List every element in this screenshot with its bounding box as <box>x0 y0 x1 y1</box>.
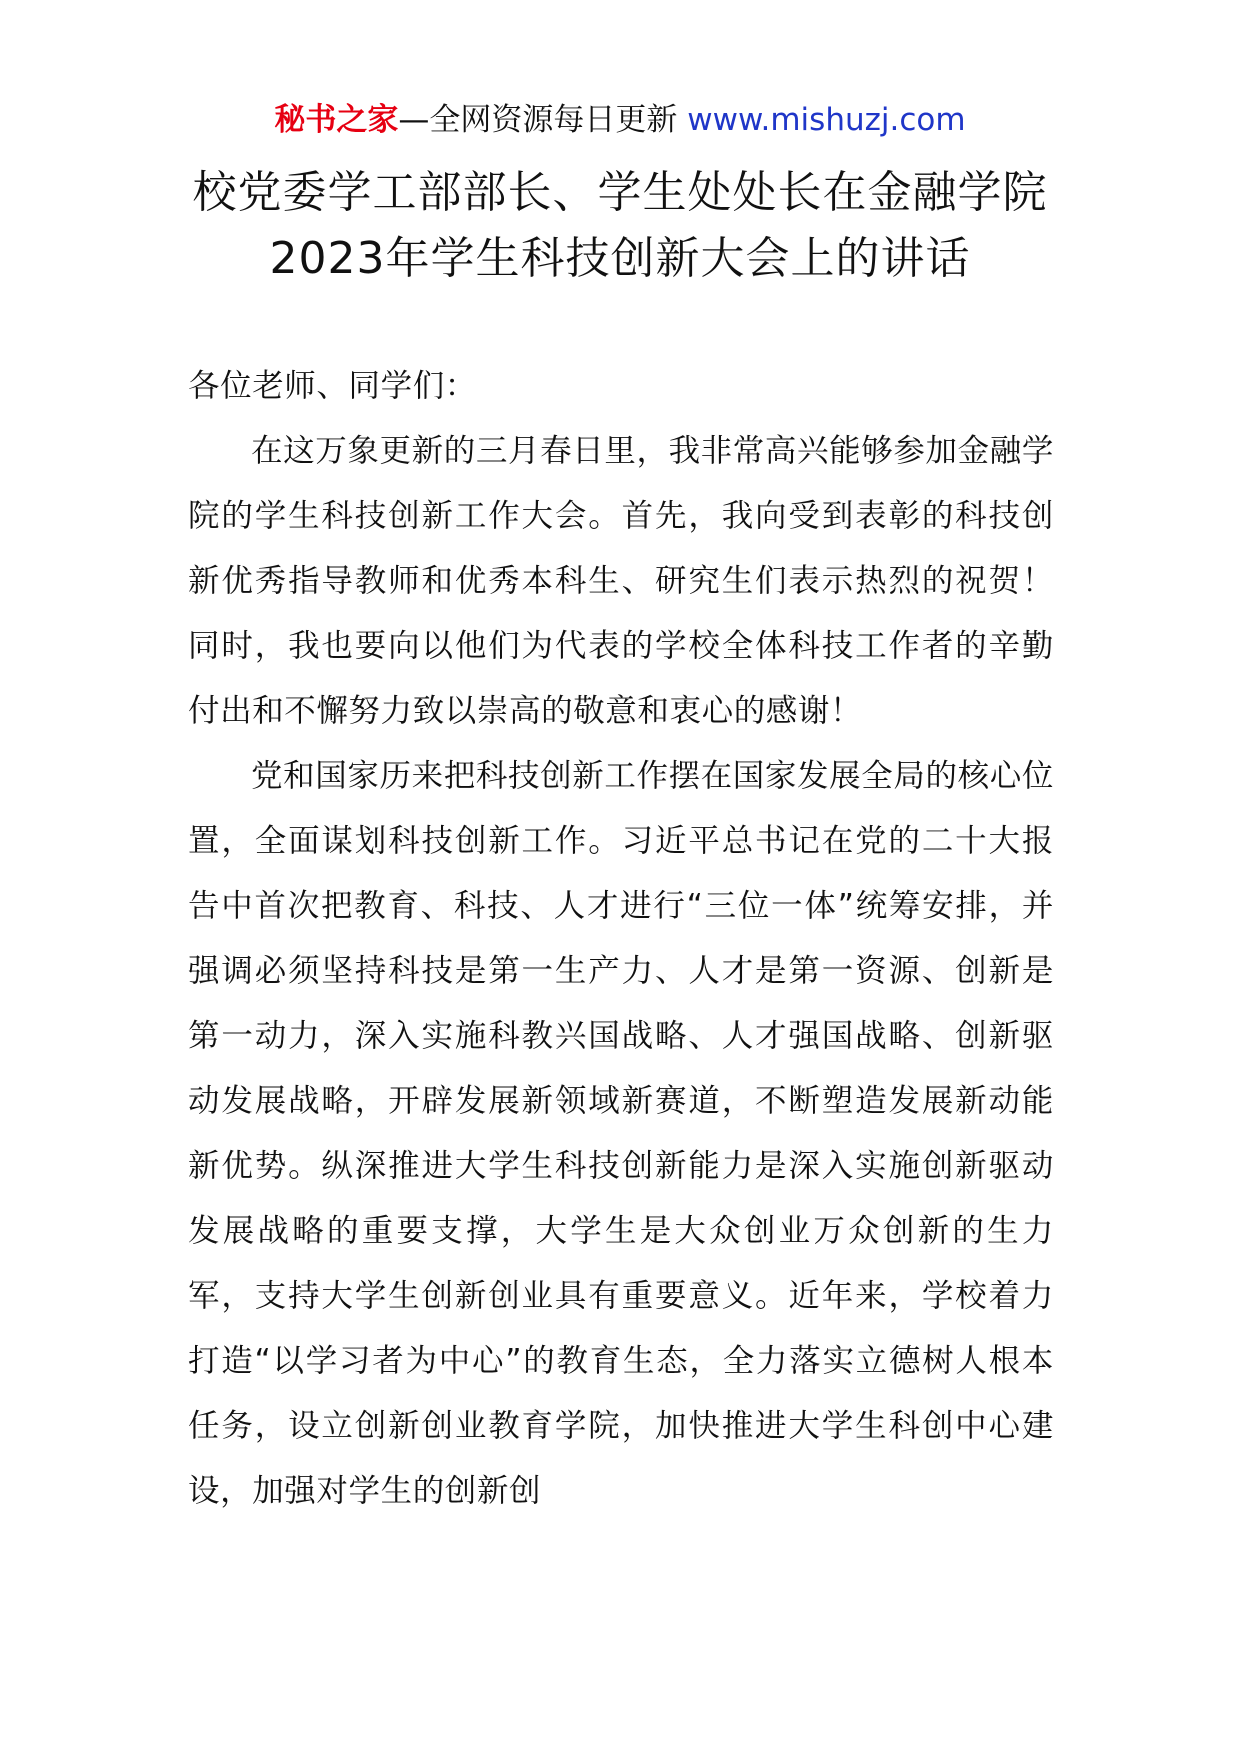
document-body <box>188 354 1054 1524</box>
document-title: 校党委学工部部长、学生处处长在金融学院2023年学生科技创新大会上的讲话 <box>192 167 1048 284</box>
watermark-header <box>0 100 1240 140</box>
header-tagline: —全网资源每日更新 <box>398 102 688 138</box>
site-link[interactable]: www.mishuzj.com <box>687 102 966 138</box>
paragraph-2: 党和国家历来把科技创新工作摆在国家发展全局的核心位置，全面谋划科技创新工作。习近平总书记在党的二十大报告中首次把教育、科技、人才进行“三位一体”统筹安排，并强调必须坚持科技是第一生产力、人才是第一资源、创新是第一动力，深入实施科教兴国战略、人才强国战略、创新驱动发展战略，开辟发展新领域新赛道，不断塑造发展新动能新优势。纵深推进大学生科技创新能力是深入实施创新驱动发展战略的重要支撑，大学生是大众创业万众创新的生力军，支持大学生创新创业具有重要意义。近年来，学校着力打造“以学习者为中心”的教育生态，全力落实立德树人根本任务，设立创新创业教育学院，加快推进大学生科创中心建设，加强对学生的创新创 <box>188 758 1054 1509</box>
brand-name: 秘书之家 <box>274 102 399 138</box>
salutation: 各位老师、同学们： <box>188 368 477 404</box>
paragraph-1: 在这万象更新的三月春日里，我非常高兴能够参加金融学院的学生科技创新工作大会。首先，我向受到表彰的科技创新优秀指导教师和优秀本科生、研究生们表示热烈的祝贺！同时，我也要向以他们为代表的学校全体科技工作者的辛勤付出和不懈努力致以崇高的敬意和衷心的感谢！ <box>188 433 1054 729</box>
